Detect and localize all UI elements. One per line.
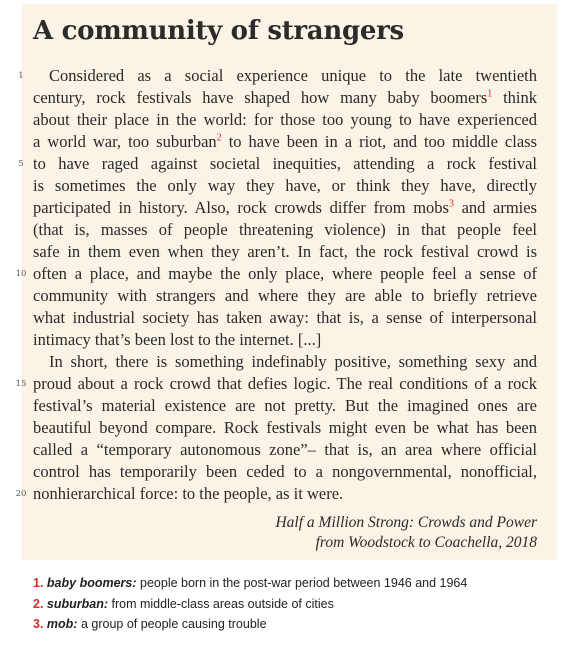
- text-line: In short, there is something indefinably positive, something sexy and: [49, 352, 537, 371]
- footnote-marker: 2: [216, 132, 222, 144]
- footnote-marker: 3: [448, 198, 454, 210]
- footnote-number: 3.: [33, 617, 44, 631]
- text-line: about their place in the world: for those too young to have experienced: [33, 110, 537, 129]
- text-line: safe in them even when they aren’t. In fact, the rock festival crowd is: [33, 242, 537, 261]
- text-line: intimacy that’s been lost to the internet. [...]: [33, 330, 322, 349]
- text-line: (that is, masses of people threatening violence) in that people feel: [33, 220, 537, 239]
- source-title-continued: from Woodstock to Coachella, 2018: [315, 534, 537, 551]
- text-line: participated in history. Also, rock crowds differ from mobs$^3$ and armies: [33, 198, 537, 217]
- line-number: 1: [18, 71, 24, 81]
- text-line: beautiful beyond compare. Rock festivals might even be what has been: [33, 418, 537, 437]
- footnote-1: [33, 576, 467, 590]
- text-line: control has temporarily been ceded to a nongovernmental, nonofficial,: [33, 462, 537, 481]
- text-line: what industrial society has taken away: that is, a sense of interpersonal: [33, 308, 537, 327]
- source-title: Half a Million Strong: Crowds and Power: [275, 514, 537, 531]
- article-title: A community of strangers: [33, 16, 404, 46]
- text-line: nonhierarchical force: to the people, as it were.: [33, 484, 344, 503]
- text-line: century, rock festivals have shaped how many baby boomers$^1$ think: [33, 88, 537, 107]
- text-line: a world war, too suburban$^2$ to have been in a riot, and too middle class: [33, 132, 537, 151]
- line-number: 15: [15, 379, 27, 389]
- footnote-definition: people born in the post-war period between 1946 and 1964: [140, 576, 468, 590]
- footnote-number: 2.: [33, 597, 44, 611]
- footnote-2: [33, 597, 334, 611]
- footnote-definition: a group of people causing trouble: [80, 617, 267, 631]
- text-line: Considered as a social experience unique to the late twentieth: [49, 66, 537, 85]
- footnote-3: [33, 617, 267, 631]
- footnote-definition: from middle-class areas outside of cities: [111, 597, 334, 611]
- text-line: festival’s material existence are not pretty. But the imagined ones are: [33, 396, 537, 415]
- text-line: community with strangers and where they are able to briefly retrieve: [33, 286, 537, 305]
- text-line: to have raged against societal inequities, attending a rock festival: [33, 154, 537, 173]
- footnote-marker: 1: [487, 88, 493, 100]
- text-line: is sometimes the only way they have, or think they have, directly: [33, 176, 537, 195]
- footnote-term: mob:: [46, 617, 78, 631]
- text-line: often a place, and maybe the only place, where people feel a sense of: [33, 264, 537, 283]
- line-number: 20: [15, 489, 27, 499]
- line-number: 10: [15, 269, 27, 279]
- text-line: proud about a rock crowd that defies logic. The real conditions of a rock: [33, 374, 537, 393]
- footnote-number: 1.: [33, 576, 44, 590]
- footnote-term: suburban:: [46, 597, 109, 611]
- text-line: called a “temporary autonomous zone”– that is, an area where official: [33, 440, 537, 459]
- footnote-term: baby boomers:: [46, 576, 137, 590]
- line-number: 5: [18, 159, 24, 169]
